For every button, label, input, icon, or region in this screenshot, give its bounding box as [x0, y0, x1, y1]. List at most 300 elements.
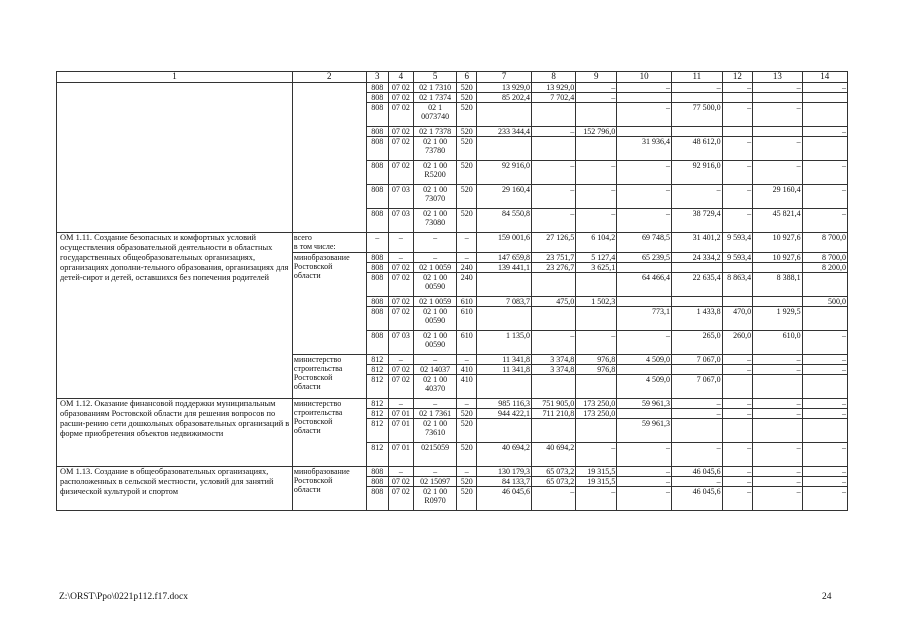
table-cell: 976,8 — [576, 355, 617, 365]
table-cell: 7 067,0 — [672, 375, 723, 399]
table-cell: 8 388,1 — [753, 273, 803, 297]
table-cell: – — [617, 185, 672, 209]
table-cell — [753, 127, 803, 137]
col-header: 13 — [753, 72, 803, 83]
table-cell — [576, 375, 617, 399]
table-cell: 139 441,1 — [477, 263, 532, 273]
table-cell: 02 1 00 40370 — [414, 375, 457, 399]
table-cell — [617, 409, 672, 419]
table-cell: – — [722, 103, 753, 127]
table-cell: – — [414, 399, 457, 409]
table-cell: 07 02 — [388, 477, 413, 487]
table-cell: – — [753, 355, 803, 365]
table-cell: – — [802, 83, 847, 93]
col-header: 2 — [292, 72, 366, 83]
table-cell: – — [576, 83, 617, 93]
table-cell: – — [802, 399, 847, 409]
table-cell: 808 — [366, 307, 388, 331]
table-cell: 07 02 — [388, 297, 413, 307]
table-cell: 9 593,4 — [722, 233, 753, 253]
table-cell: – — [753, 365, 803, 375]
table-cell: – — [531, 331, 575, 355]
table-cell: 02 1 00 73780 — [414, 137, 457, 161]
table-cell: 59 961,3 — [617, 419, 672, 443]
table-cell: – — [617, 443, 672, 467]
table-cell: 130 179,3 — [477, 467, 532, 477]
col-header: 8 — [531, 72, 575, 83]
table-cell: 40 694,2 — [531, 443, 575, 467]
table-cell: 92 916,0 — [477, 161, 532, 185]
table-cell: 46 045,6 — [477, 487, 532, 511]
table-cell — [576, 273, 617, 297]
table-cell: 808 — [366, 273, 388, 297]
table-cell: 4 509,0 — [617, 355, 672, 365]
table-cell: – — [576, 161, 617, 185]
table-cell: 520 — [457, 137, 477, 161]
table-cell: 8 200,0 — [802, 263, 847, 273]
table-cell: – — [531, 487, 575, 511]
table-cell: 808 — [366, 487, 388, 511]
table-cell: 24 334,2 — [672, 253, 723, 263]
table-cell: 11 341,8 — [477, 355, 532, 365]
table-cell: – — [531, 161, 575, 185]
table-cell: 265,0 — [672, 331, 723, 355]
table-cell: 751 905,0 — [531, 399, 575, 409]
table-cell: 46 045,6 — [672, 487, 723, 511]
table-cell: – — [414, 355, 457, 365]
table-cell: 46 045,6 — [672, 467, 723, 477]
table-cell: 10 927,6 — [753, 233, 803, 253]
table-cell — [531, 273, 575, 297]
table-cell — [617, 297, 672, 307]
executor-cell — [292, 83, 366, 233]
table-cell: 31 936,4 — [617, 137, 672, 161]
table-cell: 3 374,8 — [531, 365, 575, 375]
table-cell: 520 — [457, 185, 477, 209]
table-cell: 808 — [366, 253, 388, 263]
table-cell: 84 133,7 — [477, 477, 532, 487]
table-cell — [722, 93, 753, 103]
table-cell: 85 202,4 — [477, 93, 532, 103]
table-cell: 07 02 — [388, 307, 413, 331]
table-cell: – — [672, 443, 723, 467]
table-cell: – — [802, 209, 847, 233]
col-header: 12 — [722, 72, 753, 83]
table-cell: – — [802, 161, 847, 185]
executor-cell: министерство строительства Ростовской области — [292, 399, 366, 467]
table-cell: 520 — [457, 487, 477, 511]
table-cell: 64 466,4 — [617, 273, 672, 297]
table-cell: 4 509,0 — [617, 375, 672, 399]
table-cell: – — [753, 487, 803, 511]
table-cell — [672, 127, 723, 137]
table-cell: 520 — [457, 419, 477, 443]
table-cell: 812 — [366, 409, 388, 419]
table-cell: – — [457, 253, 477, 263]
footer-file-path: Z:\ORST\Ppo\0221p112.f17.docx — [59, 592, 188, 602]
table-row — [57, 467, 848, 477]
table-cell: – — [722, 185, 753, 209]
table-cell: 02 1 7374 — [414, 93, 457, 103]
table-cell: 8 863,4 — [722, 273, 753, 297]
table-cell: 65 073,2 — [531, 467, 575, 477]
table-cell: 6 104,2 — [576, 233, 617, 253]
table-cell — [576, 307, 617, 331]
table-cell: 29 160,4 — [477, 185, 532, 209]
table-cell: 711 210,8 — [531, 409, 575, 419]
table-cell: 02 15097 — [414, 477, 457, 487]
table-cell: 808 — [366, 83, 388, 93]
table-cell: – — [617, 487, 672, 511]
col-header: 5 — [414, 72, 457, 83]
table-cell: 07 01 — [388, 419, 413, 443]
table-cell: 812 — [366, 365, 388, 375]
table-cell: 808 — [366, 185, 388, 209]
table-cell: – — [802, 409, 847, 419]
table-cell: – — [753, 103, 803, 127]
table-cell: 1 929,5 — [753, 307, 803, 331]
table-cell — [753, 419, 803, 443]
table-cell: 07 02 — [388, 487, 413, 511]
table-cell: 10 927,6 — [753, 253, 803, 263]
table-cell: 02 1 7378 — [414, 127, 457, 137]
table-cell: 808 — [366, 161, 388, 185]
table-cell: – — [722, 161, 753, 185]
table-cell: – — [388, 253, 413, 263]
table-cell — [672, 419, 723, 443]
table-cell — [802, 103, 847, 127]
table-cell — [576, 137, 617, 161]
table-cell: – — [722, 487, 753, 511]
table-cell — [531, 103, 575, 127]
table-cell: – — [366, 233, 388, 253]
table-cell: – — [576, 443, 617, 467]
program-cell — [57, 83, 293, 233]
table-cell: 92 916,0 — [672, 161, 723, 185]
table-cell: 233 344,4 — [477, 127, 532, 137]
table-cell: 02 1 00 00590 — [414, 331, 457, 355]
table-cell: 02 1 7361 — [414, 409, 457, 419]
table-cell — [576, 419, 617, 443]
table-cell: – — [753, 467, 803, 477]
table-cell — [722, 127, 753, 137]
table-cell: 07 03 — [388, 185, 413, 209]
table-cell: 7 702,4 — [531, 93, 575, 103]
table-cell — [802, 375, 847, 399]
table-cell: 240 — [457, 273, 477, 297]
table-row — [57, 399, 848, 409]
table-cell: 812 — [366, 443, 388, 467]
col-header: 14 — [802, 72, 847, 83]
table-cell: – — [722, 209, 753, 233]
table-cell: 07 02 — [388, 83, 413, 93]
table-cell: 02 1 7310 — [414, 83, 457, 93]
table-cell: – — [388, 399, 413, 409]
table-cell: – — [576, 93, 617, 103]
table-cell: – — [722, 83, 753, 93]
table-cell: 07 02 — [388, 93, 413, 103]
table-cell: – — [672, 477, 723, 487]
table-cell — [531, 137, 575, 161]
table-cell: 976,8 — [576, 365, 617, 375]
table-cell: 02 1 00 73080 — [414, 209, 457, 233]
table-cell: 31 401,2 — [672, 233, 723, 253]
table-cell: 84 550,8 — [477, 209, 532, 233]
executor-cell: минобразование Ростовской области — [292, 253, 366, 355]
table-cell: 59 961,3 — [617, 399, 672, 409]
table-cell: – — [802, 127, 847, 137]
table-cell: 610 — [457, 307, 477, 331]
col-header: 1 — [57, 72, 293, 83]
table-cell: 02 14037 — [414, 365, 457, 375]
table-cell — [753, 375, 803, 399]
table-cell: – — [617, 477, 672, 487]
table-cell: 48 612,0 — [672, 137, 723, 161]
table-cell: 8 700,0 — [802, 233, 847, 253]
table-cell: – — [802, 467, 847, 477]
table-cell: 610 — [457, 297, 477, 307]
table-cell: 07 02 — [388, 375, 413, 399]
table-cell: 27 126,5 — [531, 233, 575, 253]
col-header: 10 — [617, 72, 672, 83]
table-cell: 808 — [366, 263, 388, 273]
table-cell — [722, 297, 753, 307]
table-cell: – — [753, 399, 803, 409]
table-cell — [531, 375, 575, 399]
table-row — [57, 233, 848, 253]
table-cell: 985 116,3 — [477, 399, 532, 409]
table-cell — [672, 297, 723, 307]
table-cell: 02 1 0059 — [414, 263, 457, 273]
table-cell: 500,0 — [802, 297, 847, 307]
table-cell — [672, 365, 723, 375]
table-cell: 23 751,7 — [531, 253, 575, 263]
table-cell: – — [617, 331, 672, 355]
table-cell: – — [457, 355, 477, 365]
table-cell: 45 821,4 — [753, 209, 803, 233]
table-cell: – — [722, 355, 753, 365]
table-cell: – — [753, 83, 803, 93]
table-cell — [672, 263, 723, 273]
executor-cell: всего в том числе: — [292, 233, 366, 253]
table-cell: – — [388, 467, 413, 477]
table-cell: 9 593,4 — [722, 253, 753, 263]
table-cell — [617, 365, 672, 375]
table-cell: 808 — [366, 103, 388, 127]
table-cell: – — [722, 477, 753, 487]
table-cell: – — [531, 209, 575, 233]
table-cell: 812 — [366, 399, 388, 409]
table-cell: 1 502,3 — [576, 297, 617, 307]
table-cell: 808 — [366, 127, 388, 137]
table-cell: 13 929,0 — [531, 83, 575, 93]
table-cell: 02 1 00 00590 — [414, 307, 457, 331]
table-cell — [802, 307, 847, 331]
table-cell: 147 659,8 — [477, 253, 532, 263]
table-cell: – — [388, 233, 413, 253]
table-cell: 07 01 — [388, 409, 413, 419]
table-cell: 07 02 — [388, 161, 413, 185]
table-cell: 812 — [366, 419, 388, 443]
table-cell: – — [753, 161, 803, 185]
table-cell: 65 239,5 — [617, 253, 672, 263]
table-cell: 173 250,0 — [576, 409, 617, 419]
table-cell — [802, 419, 847, 443]
table-cell: – — [617, 467, 672, 477]
table-cell: – — [722, 443, 753, 467]
table-cell: – — [722, 137, 753, 161]
table-cell: 152 796,0 — [576, 127, 617, 137]
table-cell: 02 1 00 R0970 — [414, 487, 457, 511]
table-cell: 3 625,1 — [576, 263, 617, 273]
table-cell: – — [753, 409, 803, 419]
table-cell: – — [531, 185, 575, 209]
table-cell: 5 127,4 — [576, 253, 617, 263]
table-cell: 808 — [366, 93, 388, 103]
table-cell — [576, 103, 617, 127]
table-cell: 11 341,8 — [477, 365, 532, 375]
table-cell: 02 1 00 00590 — [414, 273, 457, 297]
program-cell: ОМ 1.13. Создание в общеобразовательных организациях, расположенных в сельской местности, условий для занятий физической культурой и спортом — [57, 467, 293, 511]
table-cell: – — [722, 467, 753, 477]
table-cell: 3 374,8 — [531, 355, 575, 365]
table-cell: 520 — [457, 93, 477, 103]
table-cell: 07 01 — [388, 443, 413, 467]
table-cell: 40 694,2 — [477, 443, 532, 467]
table-cell: 77 500,0 — [672, 103, 723, 127]
table-cell: 23 276,7 — [531, 263, 575, 273]
table-cell: 02 1 00 73610 — [414, 419, 457, 443]
table-cell: – — [617, 83, 672, 93]
table-cell: 22 635,4 — [672, 273, 723, 297]
table-cell: – — [414, 253, 457, 263]
table-cell: – — [722, 409, 753, 419]
table-cell — [477, 419, 532, 443]
table-cell: – — [672, 409, 723, 419]
table-cell: – — [802, 331, 847, 355]
table-cell: 240 — [457, 263, 477, 273]
table-cell: – — [802, 185, 847, 209]
table-cell — [672, 93, 723, 103]
col-header: 11 — [672, 72, 723, 83]
table-cell: 260,0 — [722, 331, 753, 355]
table-cell — [477, 103, 532, 127]
table-cell: 07 02 — [388, 365, 413, 375]
table-cell: – — [802, 487, 847, 511]
table-cell: 610 — [457, 331, 477, 355]
table-cell: 7 083,7 — [477, 297, 532, 307]
table-cell: – — [457, 399, 477, 409]
table-cell: – — [802, 365, 847, 375]
table-cell: 7 067,0 — [672, 355, 723, 365]
table-cell — [802, 273, 847, 297]
table-cell: – — [672, 185, 723, 209]
table-cell — [722, 263, 753, 273]
table-cell: 1 135,0 — [477, 331, 532, 355]
table-cell: – — [576, 331, 617, 355]
table-cell: 808 — [366, 209, 388, 233]
table-cell: 38 729,4 — [672, 209, 723, 233]
table-cell: 773,1 — [617, 307, 672, 331]
table-cell: 520 — [457, 443, 477, 467]
table-cell: – — [457, 467, 477, 477]
table-cell: 520 — [457, 409, 477, 419]
table-cell: – — [722, 365, 753, 375]
table-cell: 0215059 — [414, 443, 457, 467]
table-row — [57, 83, 848, 93]
table-cell: 520 — [457, 127, 477, 137]
table-cell: 1 433,8 — [672, 307, 723, 331]
table-cell — [753, 297, 803, 307]
table-cell — [477, 137, 532, 161]
table-cell: – — [617, 103, 672, 127]
table-cell: 808 — [366, 467, 388, 477]
table-cell — [531, 419, 575, 443]
table-cell — [477, 273, 532, 297]
table-cell: 173 250,0 — [576, 399, 617, 409]
table-cell: 944 422,1 — [477, 409, 532, 419]
table-cell: 19 315,5 — [576, 467, 617, 477]
table-cell: – — [753, 137, 803, 161]
table-cell — [531, 307, 575, 331]
table-cell: – — [802, 355, 847, 365]
table-cell: 610,0 — [753, 331, 803, 355]
table-cell: 808 — [366, 297, 388, 307]
table-cell: 520 — [457, 477, 477, 487]
table-cell: – — [457, 233, 477, 253]
table-cell: 07 02 — [388, 273, 413, 297]
table-cell — [617, 263, 672, 273]
table-cell — [617, 127, 672, 137]
program-cell: ОМ 1.12. Оказание финансовой поддержки муниципальным образованиям Ростовской области для решения вопросов по расши-рению сети дошкольных образовательных организаций в форме приобретения объектов недвижимости — [57, 399, 293, 467]
table-cell: – — [388, 355, 413, 365]
executor-cell: министерство строительства Ростовской области — [292, 355, 366, 399]
table-cell: 02 1 00 73070 — [414, 185, 457, 209]
table-cell: 65 073,2 — [531, 477, 575, 487]
table-cell: – — [617, 161, 672, 185]
table-cell: 19 315,5 — [576, 477, 617, 487]
table-cell: – — [802, 443, 847, 467]
table-cell: 29 160,4 — [753, 185, 803, 209]
table-cell: 07 02 — [388, 127, 413, 137]
table-cell: 475,0 — [531, 297, 575, 307]
footer-page-number: 24 — [822, 592, 832, 602]
executor-cell: минобразование Ростовской области — [292, 467, 366, 511]
table-cell: 410 — [457, 375, 477, 399]
table-cell: 13 929,0 — [477, 83, 532, 93]
table-cell: 520 — [457, 209, 477, 233]
col-header: 9 — [576, 72, 617, 83]
table-cell: – — [617, 209, 672, 233]
col-header: 6 — [457, 72, 477, 83]
table-cell — [753, 93, 803, 103]
program-cell: ОМ 1.11. Создание безопасных и комфортных условий осуществления образовательной деятельности в областных государственных общеобразовательных организациях, организациях дополни-тельного образования, организациях для детей-сирот и детей, оставшихся без попечения родителей — [57, 233, 293, 399]
table-cell — [802, 93, 847, 103]
table-cell: – — [753, 477, 803, 487]
table-cell: 07 03 — [388, 209, 413, 233]
table-cell — [477, 375, 532, 399]
table-cell — [753, 263, 803, 273]
col-header: 4 — [388, 72, 413, 83]
table-cell: 812 — [366, 375, 388, 399]
table-cell: – — [672, 83, 723, 93]
table-cell: 8 700,0 — [802, 253, 847, 263]
table-cell: – — [576, 487, 617, 511]
table-cell — [477, 307, 532, 331]
table-cell: 07 02 — [388, 103, 413, 127]
table-cell: 520 — [457, 83, 477, 93]
table-cell: 07 03 — [388, 331, 413, 355]
